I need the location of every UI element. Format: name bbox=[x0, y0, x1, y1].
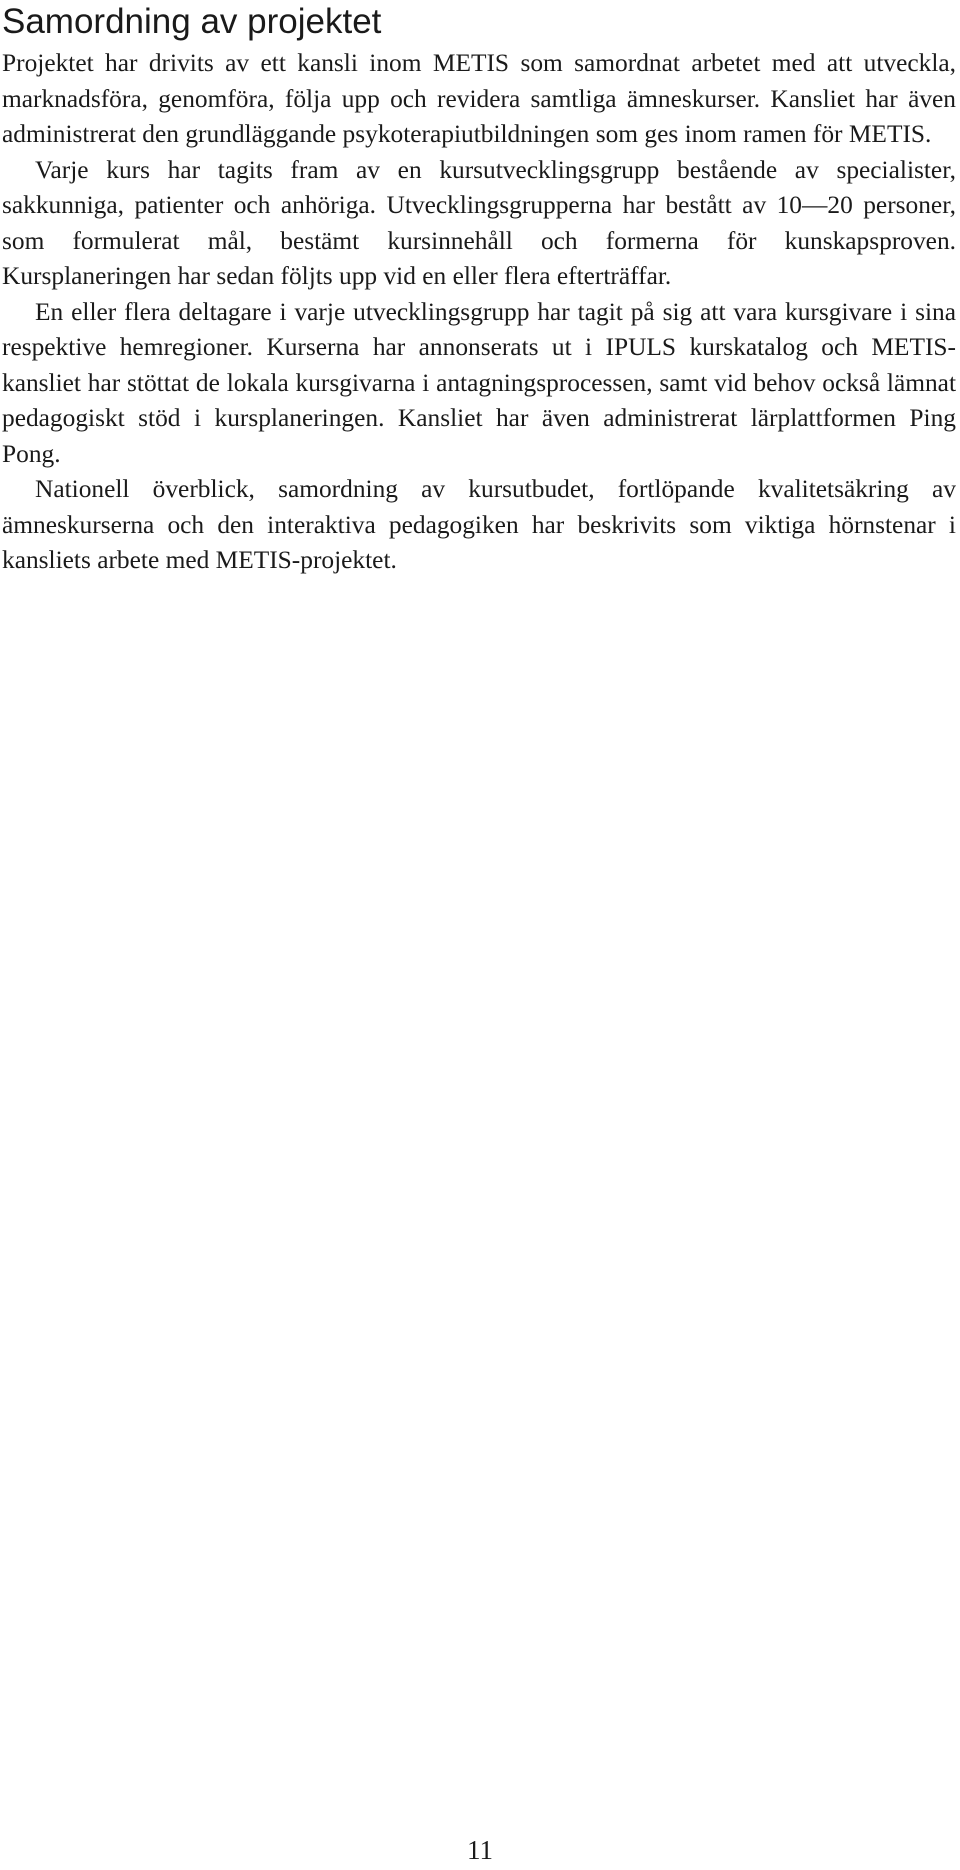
section-heading: Samordning av projektet bbox=[2, 2, 382, 41]
body-text bbox=[2, 46, 956, 579]
paragraph: Projektet har drivits av ett kansli inom METIS som samordnat arbetet med att utveckla, marknadsföra, genomföra, följa upp och revidera samtliga ämneskurser. Kansliet har även administrerat den grundläggande psykoterapiutbildningen som ges inom ramen för METIS. bbox=[2, 49, 956, 148]
paragraph: Nationell överblick, samordning av kursutbudet, fortlöpande kvalitetsäkring av ämneskurserna och den interaktiva pedagogiken har beskrivits som viktiga hörnstenar i kansliets arbete med METIS-projektet. bbox=[2, 475, 956, 574]
paragraph: En eller flera deltagare i varje utvecklingsgrupp har tagit på sig att vara kursgivare i sina respektive hemregioner. Kurserna har annonserats ut i IPULS kurskatalog och METIS-kansliet har stöttat de lokala kursgivarna i antagningsprocessen, samt vid behov också lämnat pedagogiskt stöd i kursplaneringen. Kansliet har även administrerat lärplattformen Ping Pong. bbox=[2, 297, 956, 468]
page-number: 11 bbox=[467, 1835, 493, 1865]
paragraph: Varje kurs har tagits fram av en kursutvecklingsgrupp bestående av specialister, sakkunniga, patienter och anhöriga. Utvecklingsgrupperna har bestått av 10—20 personer, som formulerat mål, bestämt kursinnehåll och formerna för kunskapsproven. Kursplaneringen har sedan följts upp vid en eller flera efterträffar. bbox=[2, 155, 956, 290]
